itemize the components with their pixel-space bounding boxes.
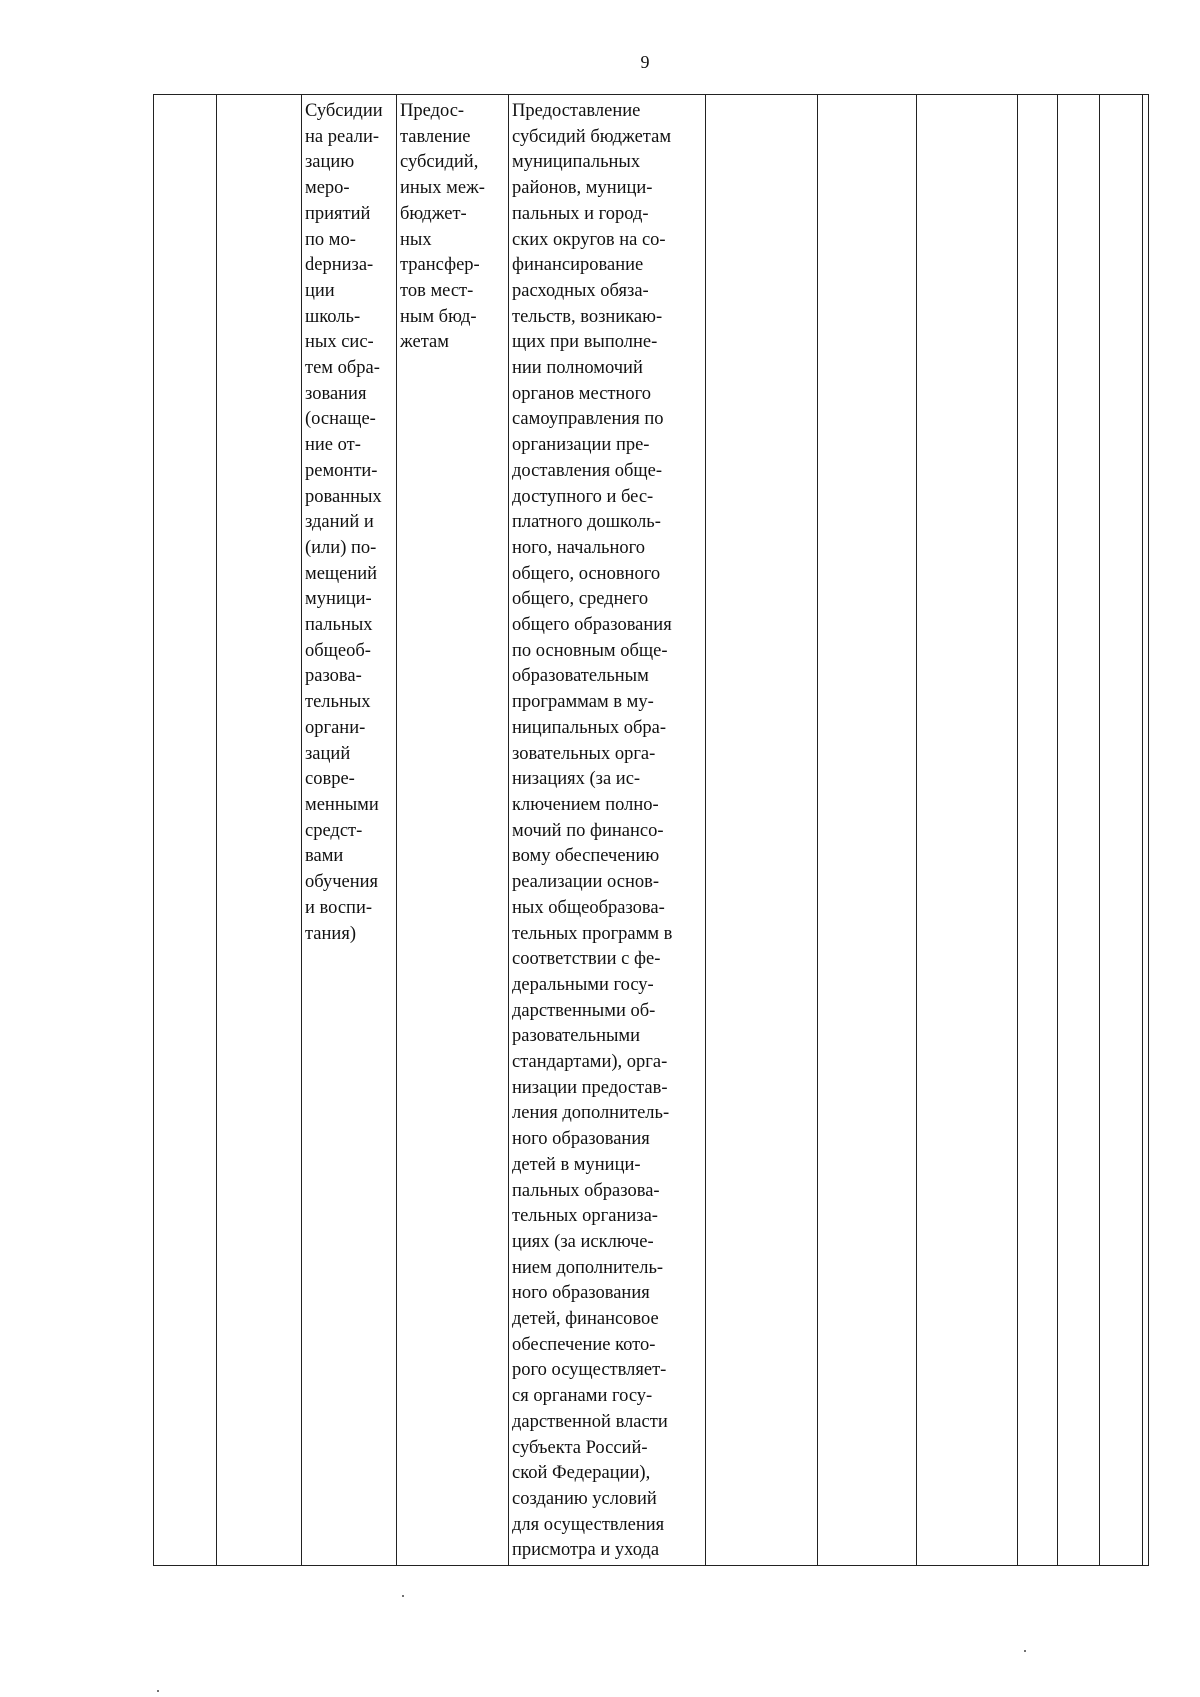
cell-col-1 xyxy=(154,95,217,1566)
cell-col-6 xyxy=(706,95,818,1566)
cell-col-8 xyxy=(917,95,1018,1566)
page-number: 9 xyxy=(640,52,650,72)
scan-speck xyxy=(402,1595,404,1597)
scan-speck xyxy=(1024,1650,1026,1652)
description-text: Предоставление субсидий бюджетам муниципальных районов, муници- пальных и город- ских округов на со- финансирование расходных обяза- тельств, возникаю- щих при выполне- нии полномочий органов местного самоуправления по организации пре- доставления обще- доступного и бес- платного дошколь- ного, начального общего, основного общего, среднего общего образования по основным обще- образовательным программам в му- ниципальных обра- зовательных орга- низациях (за ис- ключением полно- мочий по финансо- вому обеспечению реализации основ- ных общеобразова- тельных программ в соответствии с фе- деральными госу- дарственными об- разовательными стандартами), орга- низации предостав- ления дополнитель- ного образования детей в муници- пальных образова- тельных организа- циях (за исключе- нием дополнитель- ного образования детей, финансовое обеспечение кото- рого осуществляет- ся органами госу- дарственной власти субъекта Россий- ской Федерации), созданию условий для осуществления присмотра и ухода xyxy=(512,101,673,1561)
cell-col-2 xyxy=(217,95,302,1566)
table-row xyxy=(154,95,1149,1566)
cell-col-12 xyxy=(1143,95,1149,1566)
cell-description xyxy=(509,95,706,1566)
cell-measure-name xyxy=(302,95,397,1566)
cell-col-10 xyxy=(1058,95,1100,1566)
cell-instrument xyxy=(397,95,509,1566)
cell-col-11 xyxy=(1100,95,1143,1566)
measure-name-text: Субсидии на реали- зацию меро- приятий по мо- dерниза- ции школь- ных сис- тем обра- зования (оснаще- ние от- ремонти- рованных зданий и (или) по- мещений муници- пальных общеоб- разова- тельных органи- заций совре- менными средст- вами обучения и воспи- тания) xyxy=(305,101,383,944)
instrument-text: Предос- тавление субсидий, иных меж- бюджет- ных трансфер- тов мест- ным бюд- жетам xyxy=(400,101,485,353)
cell-col-9 xyxy=(1018,95,1058,1566)
document-table xyxy=(153,94,1149,1566)
cell-col-7 xyxy=(818,95,917,1566)
scan-speck xyxy=(157,1690,159,1692)
